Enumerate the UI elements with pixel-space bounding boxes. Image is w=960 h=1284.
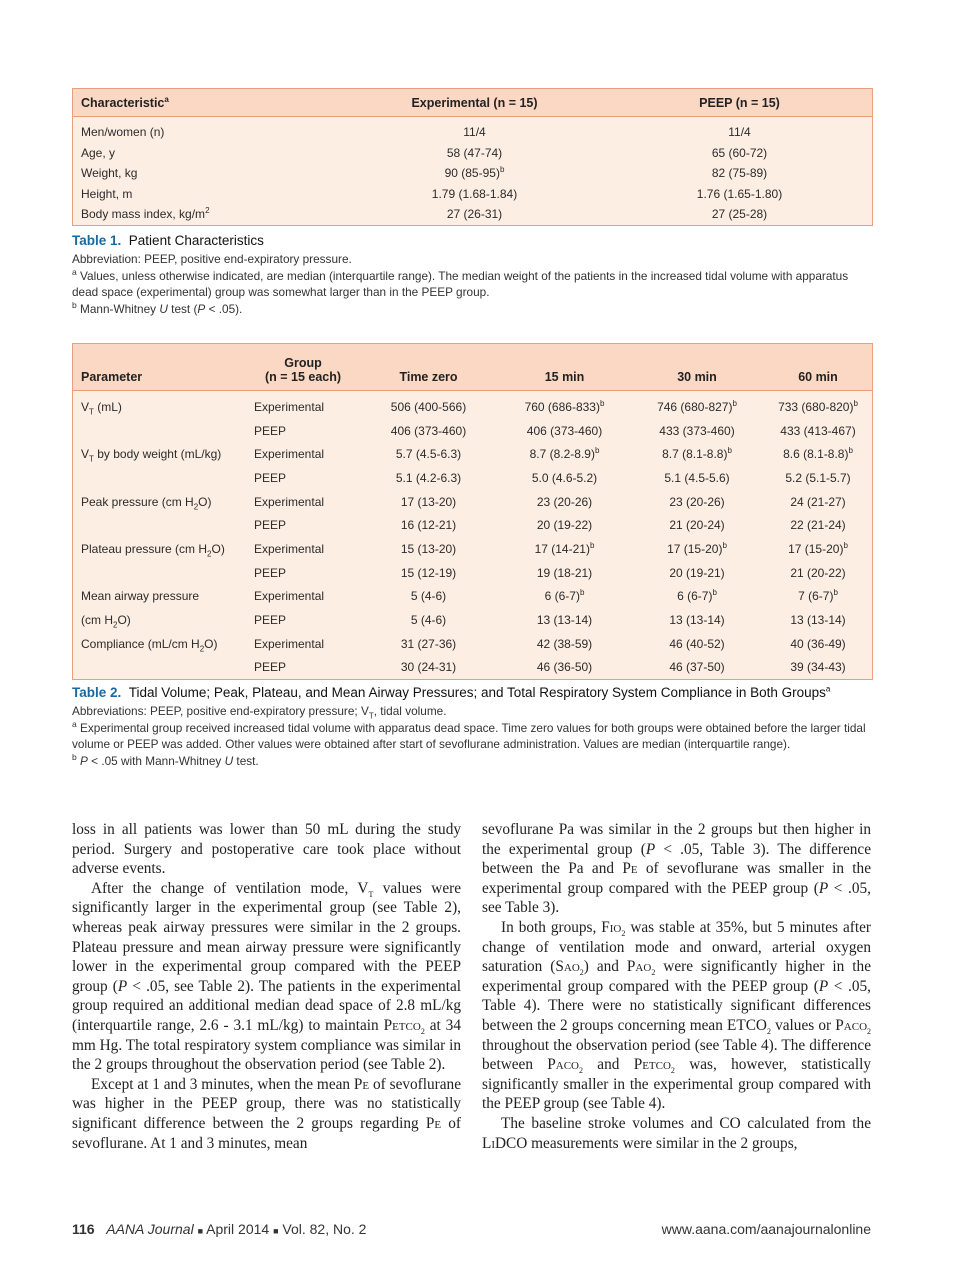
min-30-cell: 8.7 $(8.1-8.8)^b$ [662, 446, 732, 462]
table-header-peep: PEEP (n = 15) [607, 89, 872, 117]
min-30-cell: 433 (373-460) [659, 423, 735, 438]
table-2-footnote-a: $^a$ Experimental group received increased tidal volume with apparatus dead space. Time zero values for both groups were obtained before the larger tidal volume or PEEP was added. Other values were obtained after start of sevoflurane administration. Values are median (interquartile range). [72, 718, 866, 751]
min-60-cell: 22 (21-24) [790, 518, 846, 533]
min-15-cell: 13 (13-14) [536, 613, 593, 628]
page-footer [72, 1221, 871, 1237]
characteristic-cell: Men/women (n) [81, 125, 165, 140]
characteristic-cell: Weight, kg [81, 166, 138, 181]
min-60-cell: 17 $(15-20)^b$ [788, 540, 848, 556]
table-1-footnote-a: $^a$ Values, unless otherwise indicated, are median (interquartile range). The median weight of the patients in the increased tidal volume with apparatus dead space (experimental) group was somewhat larger than in the PEEP group. [72, 266, 849, 299]
table-row [73, 632, 872, 656]
parameter-cell: Compliance (mL/cm $H_2O$) [81, 636, 218, 654]
group-cell: Experimental [254, 399, 325, 414]
peep-cell: 65 (60-72) [711, 145, 768, 160]
min-30-cell: 23 (20-26) [669, 494, 725, 509]
table-1-abbreviation: Abbreviation: PEEP, positive end-expiratory pressure. [72, 252, 352, 266]
table-row [73, 419, 872, 443]
table-1-footnote-b: $^b$ Mann-Whitney U test (P < .05). [72, 299, 243, 316]
time-zero-cell: 406 (373-460) [390, 423, 467, 438]
parameter-cell: Mean airway pressure [81, 589, 200, 604]
peep-cell: 1.76 (1.65-1.80) [696, 186, 783, 201]
peep-cell: 27 (25-28) [711, 207, 768, 222]
group-cell: Experimental [254, 636, 325, 651]
table-row [73, 608, 872, 632]
group-cell: Experimental [254, 494, 325, 509]
paragraph: In both groups, Fio$_2$ was stable at 35%, but 5 minutes after change of ventilation mode and onward, arterial oxygen saturation (Sao$_2$) and Pao$_2$ were significantly higher in the experimental group compared with the PEEP group (P < .05, Table 4). There were no statistically significant differences between the 2 groups concerning mean $ETCO_2$ values or Paco$_2$ throughout the observation period (see Table 4). The difference between Paco$_2$ and Petco$_2$ was, however, statistically significantly smaller in the experimental group compared with the PEEP group (see Table 4). [482, 918, 872, 1113]
group-cell: PEEP [254, 660, 287, 675]
parameter-cell: Peak pressure (cm $H_2O$) [81, 494, 212, 511]
journal-name: AANA Journal [106, 1221, 194, 1237]
time-zero-cell: 30 (24-31) [400, 660, 457, 675]
parameter-cell: $V_T$ by body weight (mL/kg) [81, 447, 222, 464]
min-60-cell: 733 $(680-820)^b$ [778, 398, 858, 414]
table-2 [72, 343, 873, 680]
time-zero-cell: 5.7 (4.5-6.3) [395, 447, 462, 462]
min-30-cell: 746 $(680-827)^b$ [657, 398, 737, 414]
min-15-cell: 42 (38-59) [536, 636, 593, 651]
table-header-group: Group (n = 15 each) [248, 344, 358, 391]
time-zero-cell: 17 (13-20) [400, 494, 457, 509]
min-60-cell: 8.6 $(8.1-8.8)^b$ [783, 446, 853, 462]
body-text-right-column [482, 820, 871, 1153]
table-2-abbreviations: Abbreviations: PEEP, positive end-expiratory pressure; $V_T$, tidal volume. [72, 704, 447, 721]
table-2-caption: Table 2. Tidal Volume; Peak, Plateau, and Mean Airway Pressures; and Total Respiratory System Compliance in Both Groups$^a$ [72, 684, 831, 700]
parameter-cell [73, 513, 248, 537]
time-zero-cell: 5 (4-6) [410, 613, 447, 628]
table-row [73, 537, 872, 561]
time-zero-cell: 31 (27-36) [400, 636, 457, 651]
table-row [73, 143, 872, 164]
min-60-cell: 40 (36-49) [790, 636, 846, 651]
table-header-experimental: Experimental (n = 15) [342, 89, 607, 117]
table-row [73, 561, 872, 585]
min-15-cell: 19 (18-21) [536, 565, 593, 580]
min-30-cell: 17 $(15-20)^b$ [667, 540, 727, 556]
table-2-footnote-b: $^b$ P < .05 with Mann-Whitney U test. [72, 751, 259, 768]
min-60-cell: 39 (34-43) [790, 660, 846, 675]
table-header-15-min: 15 min [499, 344, 630, 391]
parameter-cell: (cm $H_2O$) [81, 613, 131, 630]
table-row [73, 513, 872, 537]
min-60-cell: 7 $(6-7)^b$ [798, 588, 838, 604]
paragraph: Except at 1 and 3 minutes, when the mean Pe of sevoflurane was higher in the PEEP group, there was no statistically significant difference between the 2 groups regarding Pe of sevoflurane. At 1 and 3 minutes, mean [72, 1075, 461, 1152]
parameter-cell [73, 419, 248, 443]
table-row [73, 163, 872, 184]
experimental-cell: 1.79 (1.68-1.84) [431, 186, 518, 201]
min-15-cell: 20 (19-22) [536, 518, 593, 533]
experimental-cell: 90 $(85-95)^b$ [444, 165, 505, 181]
issue-date: April 2014 [206, 1221, 270, 1237]
table-1-caption: Table 1. Patient Characteristics [72, 233, 264, 248]
min-30-cell: 13 (13-14) [669, 613, 725, 628]
characteristic-cell: Age, y [81, 145, 116, 160]
page-number: 116 [72, 1221, 95, 1237]
time-zero-cell: 506 (400-566) [390, 399, 467, 414]
separator: ■ [273, 1226, 279, 1236]
table-row [73, 585, 872, 609]
table-header-60-min: 60 min [764, 344, 872, 391]
group-cell: PEEP [254, 565, 287, 580]
group-cell: PEEP [254, 470, 287, 485]
volume: Vol. 82, No. 2 [282, 1221, 367, 1237]
experimental-cell: 58 (47-74) [446, 145, 503, 160]
group-cell: PEEP [254, 423, 287, 438]
min-60-cell: 21 (20-22) [790, 565, 846, 580]
parameter-cell [73, 466, 248, 490]
table-header-30-min: 30 min [630, 344, 764, 391]
group-cell: PEEP [254, 518, 287, 533]
characteristic-cell: Body mass index, $kg/m^2$ [81, 206, 210, 222]
table-row [73, 184, 872, 205]
table-row [73, 490, 872, 514]
paragraph: sevoflurane Pa was similar in the 2 groups but then higher in the experimental group (P < .05, Table 3). The difference between the Pa and Pe of sevoflurane was smaller in the experimental group compared with the PEEP group (P < .05, see Table 3). [482, 821, 871, 917]
paragraph: After the change of ventilation mode, $V_T$ values were significantly larger in the experimental group (see Table 2), whereas peak airway pressures were similar in the 2 groups. Plateau pressure and mean airway pressure were significantly lower in the experimental group compared with the PEEP group (P < .05, see Table 2). The patients in the experimental group required an additional median dead space of 2.8 mL/kg (interquartile range, 2.6 - 3.1 mL/kg) to maintain Petco$_2$ at 34 mm Hg. The total respiratory system compliance was similar in the 2 groups throughout the observation period (see Table 2). [72, 879, 461, 1074]
table-1-caption-block [72, 231, 872, 317]
table-row [73, 204, 872, 225]
min-60-cell: 5.2 (5.1-5.7) [785, 470, 851, 485]
table-2-caption-block [72, 683, 872, 769]
min-60-cell: 433 (413-467) [780, 423, 856, 438]
parameter-cell [73, 656, 248, 680]
parameter-cell: Plateau pressure (cm $H_2O$) [81, 541, 225, 559]
body-text-left-column [72, 820, 461, 1153]
time-zero-cell: 15 (13-20) [400, 541, 457, 556]
time-zero-cell: 16 (12-21) [400, 518, 457, 533]
min-30-cell: 46 (37-50) [669, 660, 725, 675]
time-zero-cell: 15 (12-19) [400, 565, 457, 580]
parameter-cell: $V_T$ (mL) [81, 399, 122, 417]
table-row [73, 656, 872, 680]
table-row [73, 117, 872, 143]
separator: ■ [197, 1226, 204, 1236]
peep-cell: 82 (75-89) [711, 166, 768, 181]
table-row [73, 466, 872, 490]
min-60-cell: 13 (13-14) [790, 613, 846, 628]
time-zero-cell: 5 (4-6) [410, 589, 447, 604]
min-15-cell: 406 (373-460) [526, 423, 603, 438]
group-cell: Experimental [254, 589, 325, 604]
group-cell: Experimental [254, 447, 325, 462]
min-60-cell: 24 (21-27) [790, 494, 846, 509]
peep-cell: 11/4 [728, 125, 751, 140]
experimental-cell: 27 (26-31) [446, 207, 503, 222]
min-15-cell: 46 (36-50) [536, 660, 593, 675]
min-30-cell: 6 $(6-7)^b$ [677, 588, 717, 604]
paragraph: loss in all patients was lower than 50 mL during the study period. Surgery and postoperative care took place without adverse events. [72, 821, 461, 878]
min-15-cell: 17 $(14-21)^b$ [534, 540, 595, 556]
min-30-cell: 20 (19-21) [669, 565, 725, 580]
characteristic-cell: Height, m [81, 186, 133, 201]
min-15-cell: 6 $(6-7)^b$ [544, 588, 585, 604]
journal-url: www.aana.com/aanajournalonline [661, 1221, 871, 1237]
table-header-characteristic: Characteristic$^a$ [73, 89, 342, 117]
table-1 [72, 88, 873, 226]
paragraph: The baseline stroke volumes and CO calculated from the LiDCO measurements were similar in the 2 groups, [482, 1114, 871, 1152]
table-row [73, 391, 872, 419]
table-row [73, 442, 872, 466]
min-30-cell: 5.1 (4.5-5.6) [664, 470, 730, 485]
min-15-cell: 760 $(686-833)^b$ [524, 398, 605, 414]
min-15-cell: 8.7 $(8.2-8.9)^b$ [529, 446, 600, 462]
min-30-cell: 46 (40-52) [669, 636, 725, 651]
parameter-cell [73, 561, 248, 585]
group-cell: Experimental [254, 541, 325, 556]
min-30-cell: 21 (20-24) [669, 518, 725, 533]
time-zero-cell: 5.1 (4.2-6.3) [395, 470, 462, 485]
min-15-cell: 5.0 (4.6-5.2) [531, 470, 598, 485]
min-15-cell: 23 (20-26) [536, 494, 593, 509]
group-cell: PEEP [254, 613, 287, 628]
table-header-parameter: Parameter [73, 344, 248, 391]
table-header-time-zero: Time zero [358, 344, 499, 391]
experimental-cell: 11/4 [463, 125, 486, 140]
